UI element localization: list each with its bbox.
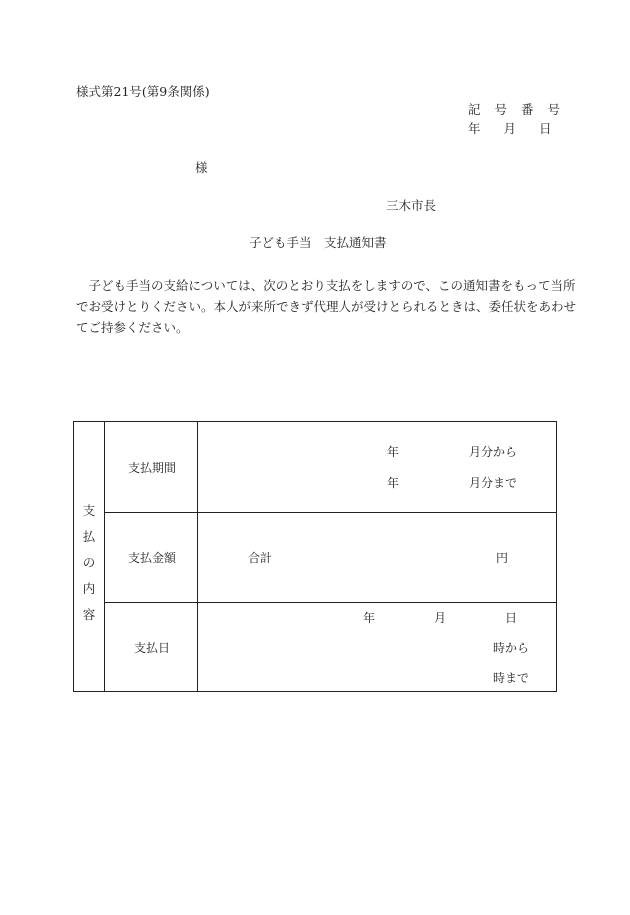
issue-date-line xyxy=(468,123,552,136)
date-year: 年 xyxy=(468,121,481,136)
period-to-year: 年 xyxy=(387,476,400,490)
sender-name: 三木市長 xyxy=(386,198,437,213)
period-from-month: 月分から xyxy=(469,445,518,459)
reference-number-line xyxy=(468,104,560,117)
payment-date-label: 支払日 xyxy=(134,641,171,655)
form-number: 様式第21号(第9条関係) xyxy=(76,84,210,99)
side-char-2: 払 xyxy=(82,529,96,544)
ref-char-3: 番 xyxy=(521,102,534,117)
table-divider-label xyxy=(197,422,198,691)
body-line-3: てご持参ください。 xyxy=(76,320,189,335)
amount-unit: 円 xyxy=(496,551,509,565)
document-title: 子ども手当 支払通知書 xyxy=(249,235,387,250)
body-line-2: でお受けとりください。本人が来所できず代理人が受けとられるときは、委任状をあわせ xyxy=(76,299,577,314)
amount-total-label: 合計 xyxy=(248,551,273,565)
period-to-month: 月分まで xyxy=(469,476,518,490)
table-row-divider-1 xyxy=(104,512,556,513)
table-divider-side xyxy=(104,422,105,691)
payment-date-year: 年 xyxy=(363,611,376,625)
body-line-1: 子ども手当の支給については、次のとおり支払をしますので、この通知書をもって当所 xyxy=(76,278,576,293)
side-char-4: 内 xyxy=(82,581,96,596)
ref-char-1: 記 xyxy=(468,102,481,117)
body-paragraph xyxy=(76,275,577,338)
period-label: 支払期間 xyxy=(128,461,177,475)
date-month: 月 xyxy=(503,121,517,136)
date-day: 日 xyxy=(539,121,552,136)
ref-char-4: 号 xyxy=(547,102,561,117)
payment-date-month: 月 xyxy=(434,611,447,625)
side-char-3: の xyxy=(82,555,96,570)
amount-label: 支払金額 xyxy=(128,551,177,565)
ref-char-2: 号 xyxy=(494,102,508,117)
payment-date-day: 日 xyxy=(505,611,518,625)
side-label-payment-content xyxy=(74,498,104,628)
addressee-suffix: 様 xyxy=(195,160,208,175)
payment-details-table xyxy=(73,421,557,692)
side-char-5: 容 xyxy=(82,607,96,622)
side-char-1: 支 xyxy=(82,503,96,518)
table-row-divider-2 xyxy=(104,602,556,603)
payment-time-to: 時まで xyxy=(493,671,530,685)
period-from-year: 年 xyxy=(387,445,400,459)
payment-time-from: 時から xyxy=(493,641,530,655)
